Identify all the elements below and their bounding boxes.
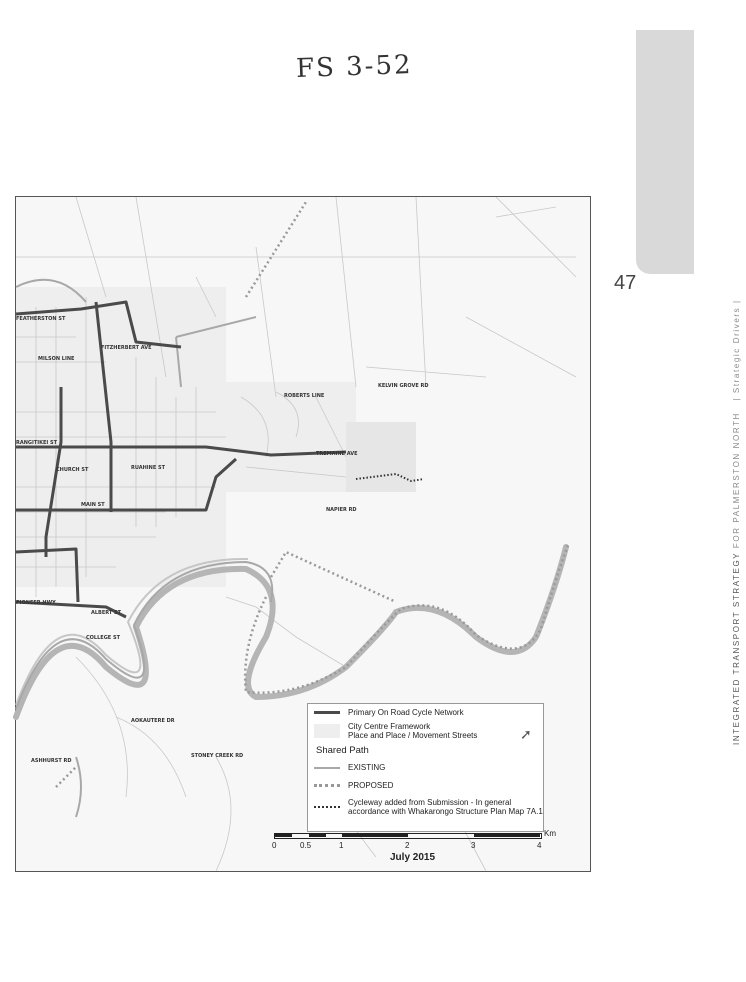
label-featherston: FEATHERSTON ST bbox=[16, 316, 66, 322]
page-tab bbox=[636, 30, 694, 274]
legend-primary-label: Primary On Road Cycle Network bbox=[348, 708, 464, 717]
label-ashhurst: ASHHURST RD bbox=[31, 758, 72, 764]
scale-unit: Km bbox=[544, 829, 556, 838]
label-kelvin-grove: KELVIN GROVE RD bbox=[378, 383, 429, 389]
side-title-section: | Strategic Drivers | bbox=[732, 299, 741, 401]
side-title-sub: FOR PALMERSTON NORTH bbox=[732, 412, 741, 549]
legend-proposed-swatch bbox=[314, 784, 340, 787]
cycle-network-map bbox=[15, 196, 591, 872]
label-napier-rd: NAPIER RD bbox=[326, 507, 357, 513]
label-tremaine: TREMAINE AVE bbox=[316, 451, 358, 457]
label-rangitikei: RANGITIKEI ST bbox=[16, 440, 58, 446]
legend-existing-label: EXISTING bbox=[348, 763, 386, 772]
scale-seg bbox=[309, 833, 326, 837]
page-number: 47 bbox=[614, 272, 637, 294]
scale-seg bbox=[474, 833, 540, 837]
scale-seg bbox=[342, 833, 408, 837]
map-legend bbox=[307, 703, 544, 832]
label-albert: ALBERT ST bbox=[91, 610, 122, 616]
scale-tick: 2 bbox=[405, 841, 410, 850]
map-date: July 2015 bbox=[390, 852, 436, 863]
label-fitzherbert: FITZHERBERT AVE bbox=[101, 345, 152, 351]
side-title-main: INTEGRATED TRANSPORT STRATEGY bbox=[732, 551, 741, 745]
legend-existing bbox=[308, 763, 385, 772]
legend-city-centre-label-2: Place and Place / Movement Streets bbox=[348, 731, 478, 740]
legend-shared-path-heading: Shared Path bbox=[316, 745, 369, 756]
label-pioneer: PIONEER HWY bbox=[16, 600, 56, 606]
side-title bbox=[732, 299, 746, 745]
label-roberts: ROBERTS LINE bbox=[284, 393, 325, 399]
label-church: CHURCH ST bbox=[56, 467, 89, 473]
legend-primary-swatch bbox=[314, 711, 340, 714]
label-college: COLLEGE ST bbox=[86, 635, 120, 641]
legend-cycleway bbox=[308, 798, 543, 816]
legend-city-centre-label-1: City Centre Framework bbox=[348, 722, 431, 731]
legend-city-centre-swatch bbox=[314, 724, 340, 738]
legend-proposed bbox=[308, 781, 393, 790]
legend-cycleway-swatch bbox=[314, 806, 340, 808]
label-milson: MILSON LINE bbox=[38, 356, 75, 362]
label-stoney-creek: STONEY CREEK RD bbox=[191, 753, 244, 759]
scale-tick: 0 bbox=[272, 841, 277, 850]
legend-cycleway-label-2: accordance with Whakarongo Structure Plan Map 7A.1 bbox=[348, 807, 543, 816]
scale-bar bbox=[272, 829, 562, 867]
legend-cycleway-label-1: Cycleway added from Submission - In general bbox=[348, 798, 512, 807]
scale-tick: 1 bbox=[339, 841, 344, 850]
label-aokautere: AOKAUTERE DR bbox=[131, 718, 175, 724]
legend-proposed-label: PROPOSED bbox=[348, 781, 394, 790]
legend-primary bbox=[308, 708, 464, 717]
north-arrow-icon: ➚ bbox=[520, 726, 532, 742]
label-ruahine: RUAHINE ST bbox=[131, 465, 166, 471]
legend-existing-swatch bbox=[314, 767, 340, 769]
scale-tick: 4 bbox=[537, 841, 542, 850]
legend-city-centre bbox=[308, 722, 477, 740]
handwritten-reference: FS 3-52 bbox=[295, 49, 414, 85]
label-main-st: MAIN ST bbox=[81, 502, 105, 508]
scale-seg bbox=[275, 833, 292, 837]
scale-tick: 0.5 bbox=[300, 841, 312, 850]
scale-tick: 3 bbox=[471, 841, 476, 850]
